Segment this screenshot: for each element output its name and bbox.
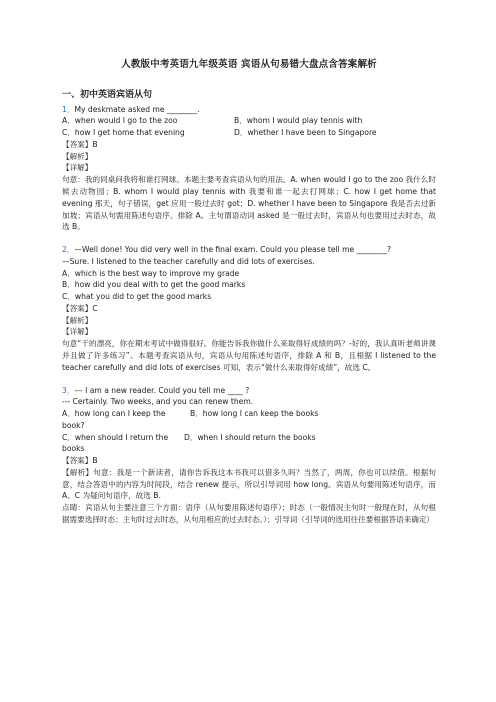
option-c: C．how I get home that evening (62, 128, 185, 138)
analysis-label: 【解析】 (62, 315, 93, 325)
option-b: B．whom I would play tennis with (234, 116, 363, 126)
answer-label: 【答案】C (62, 303, 98, 313)
answer-label: 【答案】B (62, 456, 98, 466)
question-stem: My deskmate asked me ________. (74, 104, 200, 114)
explanation: 句意“干的漂亮，你在期末考试中做得很好。你能告诉我你做什么来取得好成绩的吗？-好的，我认真听老师讲课并且做了许多练习”。本题考查宾语从句，宾语从句用陈述句语序，排除 A 和 B，且根据 I listened to the teacher carefully and did lots of exercises 可知，表示“做什么来取得好成绩”，故选 C。 (62, 339, 436, 372)
detail-label: 【详解】 (62, 163, 93, 173)
question-number: 3． (62, 385, 75, 395)
option-c: C．what you did to get the good marks (62, 292, 212, 302)
option-d: D．whether I have been to Singapore (234, 128, 377, 138)
detail-label: 【详解】 (62, 327, 93, 337)
option-c: C．when should I return the books (62, 432, 169, 454)
explanation: 句意：我的同桌问我将和谁打网球。本题主要考查宾语从句的用法。A. when would I go to the zoo 我什么时候去动物园；B. whom I would play tennis with 我要和谁一起去打网球；C. how I get home that evening 那天，句子错误，get 应用一般过去时 got；D. whether I have been to Singapore 我是否去过新加坡；宾语从句需用陈述句语序。排除 A。主句谓语动词 asked 是一般过去时，宾语从句也要用过去时态，故选 B。 (62, 175, 436, 232)
option-a: A．which is the best way to improve my grade (62, 268, 240, 278)
explanation: 【解析】句意：我是一个新读者，请你告诉我这本书我可以借多久吗？当然了，两周，你也可以续借。根据句意，结合答语中的内容为时间段，结合 renew 提示，所以引导词用 how long。宾语从句要用陈述句语序，而 A、C 为疑问句语序，故选 B. (62, 467, 436, 501)
section-heading: 一、初中英语宾语从句 (62, 89, 153, 100)
question-2 (62, 244, 436, 373)
question-number: 2． (62, 245, 75, 255)
question-stem: --- I am a new reader. Could you tell me ____ ? (74, 385, 250, 395)
option-d: D．when I should return the books (184, 432, 316, 442)
tip-note: 点睛：宾语从句主要注意三个方面：语序（从句要用陈述句语序）；时态（一般情况主句时一般现在时，从句根据需要选择时态；主句时过去时态，从句用相应的过去时态。）；引导词（引导词的选用往往要根据答语来确定） (62, 503, 436, 524)
question-3 (62, 385, 436, 526)
analysis-label: 【解析】 (62, 151, 93, 161)
question-stem: —Well done! You did very well in the final exam. Could you please tell me ________? (74, 245, 392, 255)
question-1 (62, 104, 436, 233)
option-a: A．how long can I keep the book? (62, 409, 166, 430)
document-title: 人教版中考英语九年级英语 宾语从句易错大盘点含答案解析 (121, 59, 377, 70)
dialogue-reply: --- Certainly. Two weeks, and you can renew them. (62, 397, 254, 407)
question-number: 1． (62, 104, 75, 114)
option-b: B．how did you deal with to get the good marks (62, 280, 246, 290)
option-a: A．when would I go to the zoo (62, 116, 178, 126)
dialogue-reply: —Sure. I listened to the teacher carefully and did lots of exercises. (62, 256, 315, 266)
option-b: B．how long I can keep the books (190, 409, 319, 419)
answer-label: 【答案】B (62, 139, 98, 149)
